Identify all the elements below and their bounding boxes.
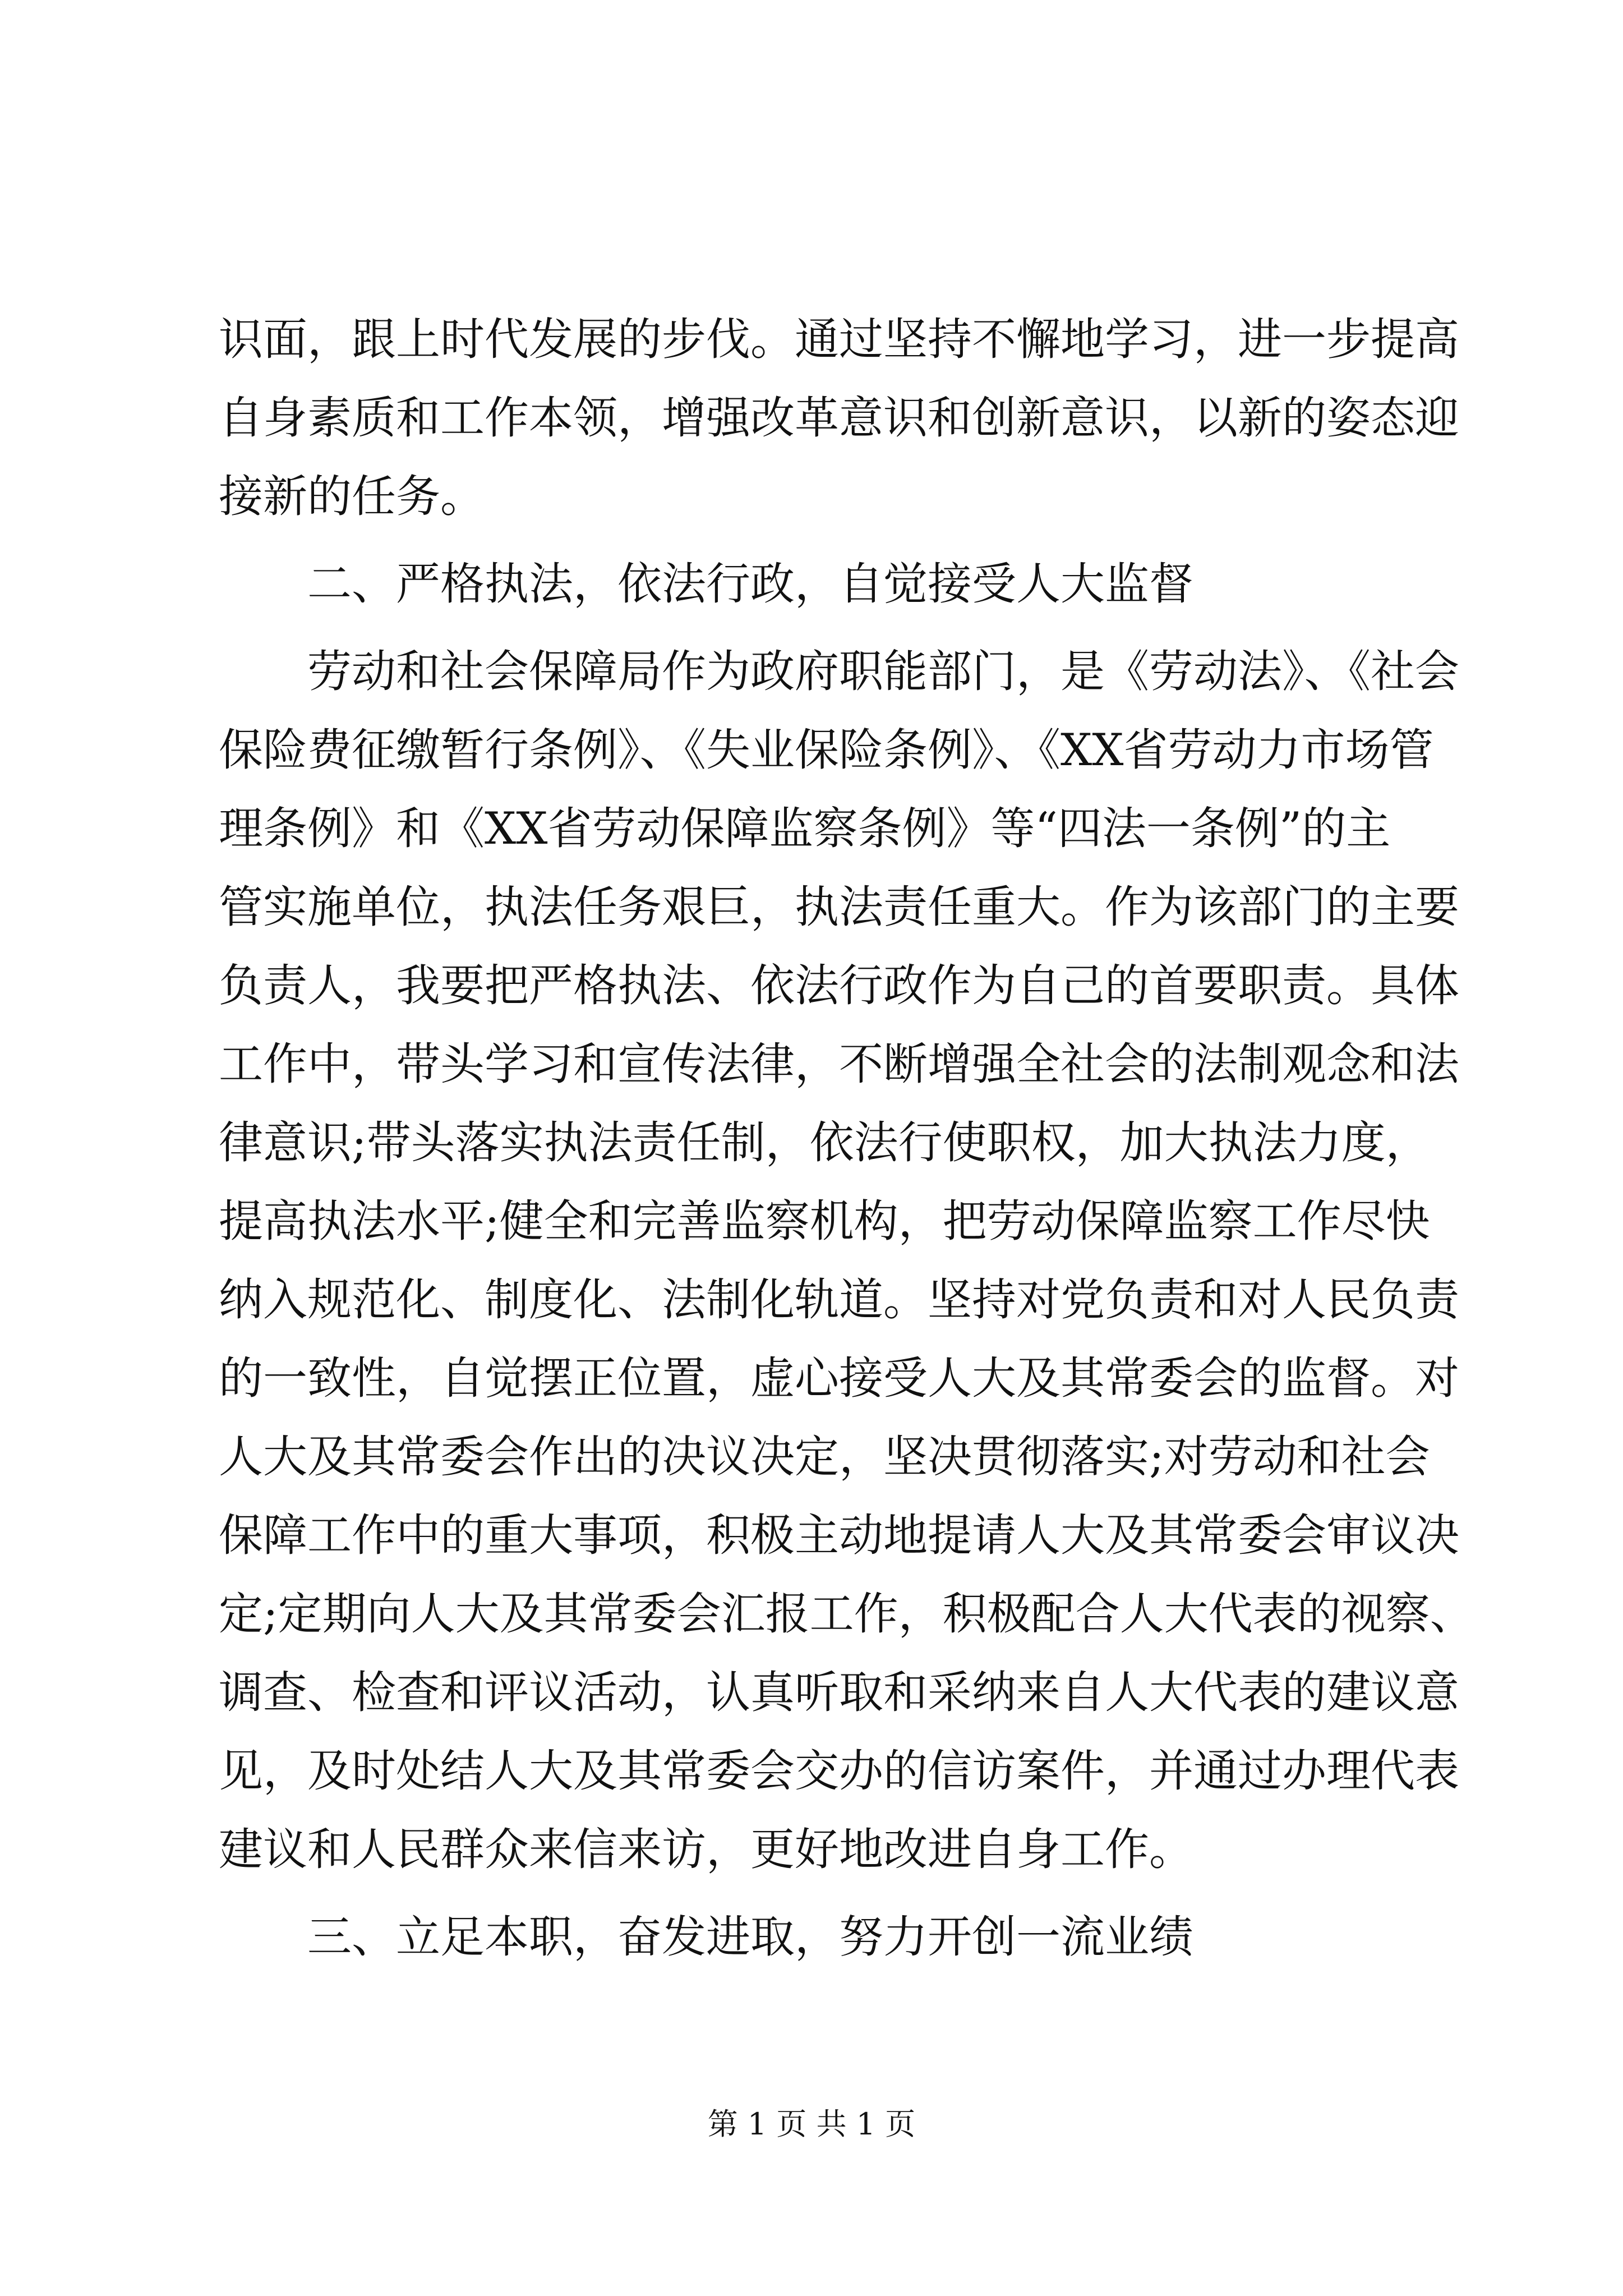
- text-line: 见，及时处结人大及其常委会交办的信访案件，并通过办理代表: [219, 1745, 1459, 1797]
- text-line: 建议和人民群众来信来访，更好地改进自身工作。: [219, 1824, 1193, 1875]
- page-footer: 第 1 页 共 1 页: [707, 2106, 916, 2142]
- text-line: 定;定期向人大及其常委会汇报工作，积极配合人大代表的视察、: [219, 1588, 1474, 1640]
- text-line: 管实施单位，执法任务艰巨，执法责任重大。作为该部门的主要: [219, 881, 1459, 933]
- text-line: 自身素质和工作本领，增强改革意识和创新意识，以新的姿态迎: [219, 392, 1459, 444]
- paragraph-section-2: [219, 632, 1474, 1889]
- text-line: 理条例》和《XX省劳动保障监察条例》等“四法一条例”的主: [219, 803, 1391, 854]
- text-line: 保险费征缴暂行条例》、《失业保险条例》、《XX省劳动力市场管: [219, 724, 1434, 776]
- text-line: 劳动和社会保障局作为政府职能部门，是《劳动法》、《社会: [307, 646, 1459, 697]
- section-heading-2: [219, 545, 1405, 623]
- text-line: 的一致性，自觉摆正位置，虚心接受人大及其常委会的监督。对: [219, 1352, 1459, 1404]
- text-line: 保障工作中的重大事项，积极主动地提请人大及其常委会审议决: [219, 1510, 1459, 1561]
- text-line: 纳入规范化、制度化、法制化轨道。坚持对党负责和对人民负责: [219, 1274, 1459, 1326]
- heading-text: 三、立足本职，奋发进取，努力开创一流业绩: [307, 1911, 1193, 1963]
- text-line: 工作中，带头学习和宣传法律，不断增强全社会的法制观念和法: [219, 1038, 1459, 1090]
- paragraph-continuation: [219, 300, 1459, 536]
- text-line: 人大及其常委会作出的决议决定，坚决贯彻落实;对劳动和社会: [219, 1431, 1430, 1483]
- document-body: [219, 300, 1474, 1976]
- text-line: 负责人，我要把严格执法、依法行政作为自己的首要职责。具体: [219, 960, 1459, 1011]
- text-line: 提高执法水平;健全和完善监察机构，把劳动保障监察工作尽快: [219, 1195, 1430, 1247]
- text-line: 接新的任务。: [219, 471, 485, 522]
- heading-text: 二、严格执法，依法行政，自觉接受人大监督: [307, 558, 1193, 610]
- text-line: 律意识;带头落实执法责任制，依法行使职权，加大执法力度，: [219, 1117, 1430, 1168]
- section-heading-3: [219, 1898, 1405, 1976]
- text-line: 识面，跟上时代发展的步伐。通过坚持不懈地学习，进一步提高: [219, 314, 1459, 365]
- text-line: 调查、检查和评议活动，认真听取和采纳来自人大代表的建议意: [219, 1667, 1459, 1718]
